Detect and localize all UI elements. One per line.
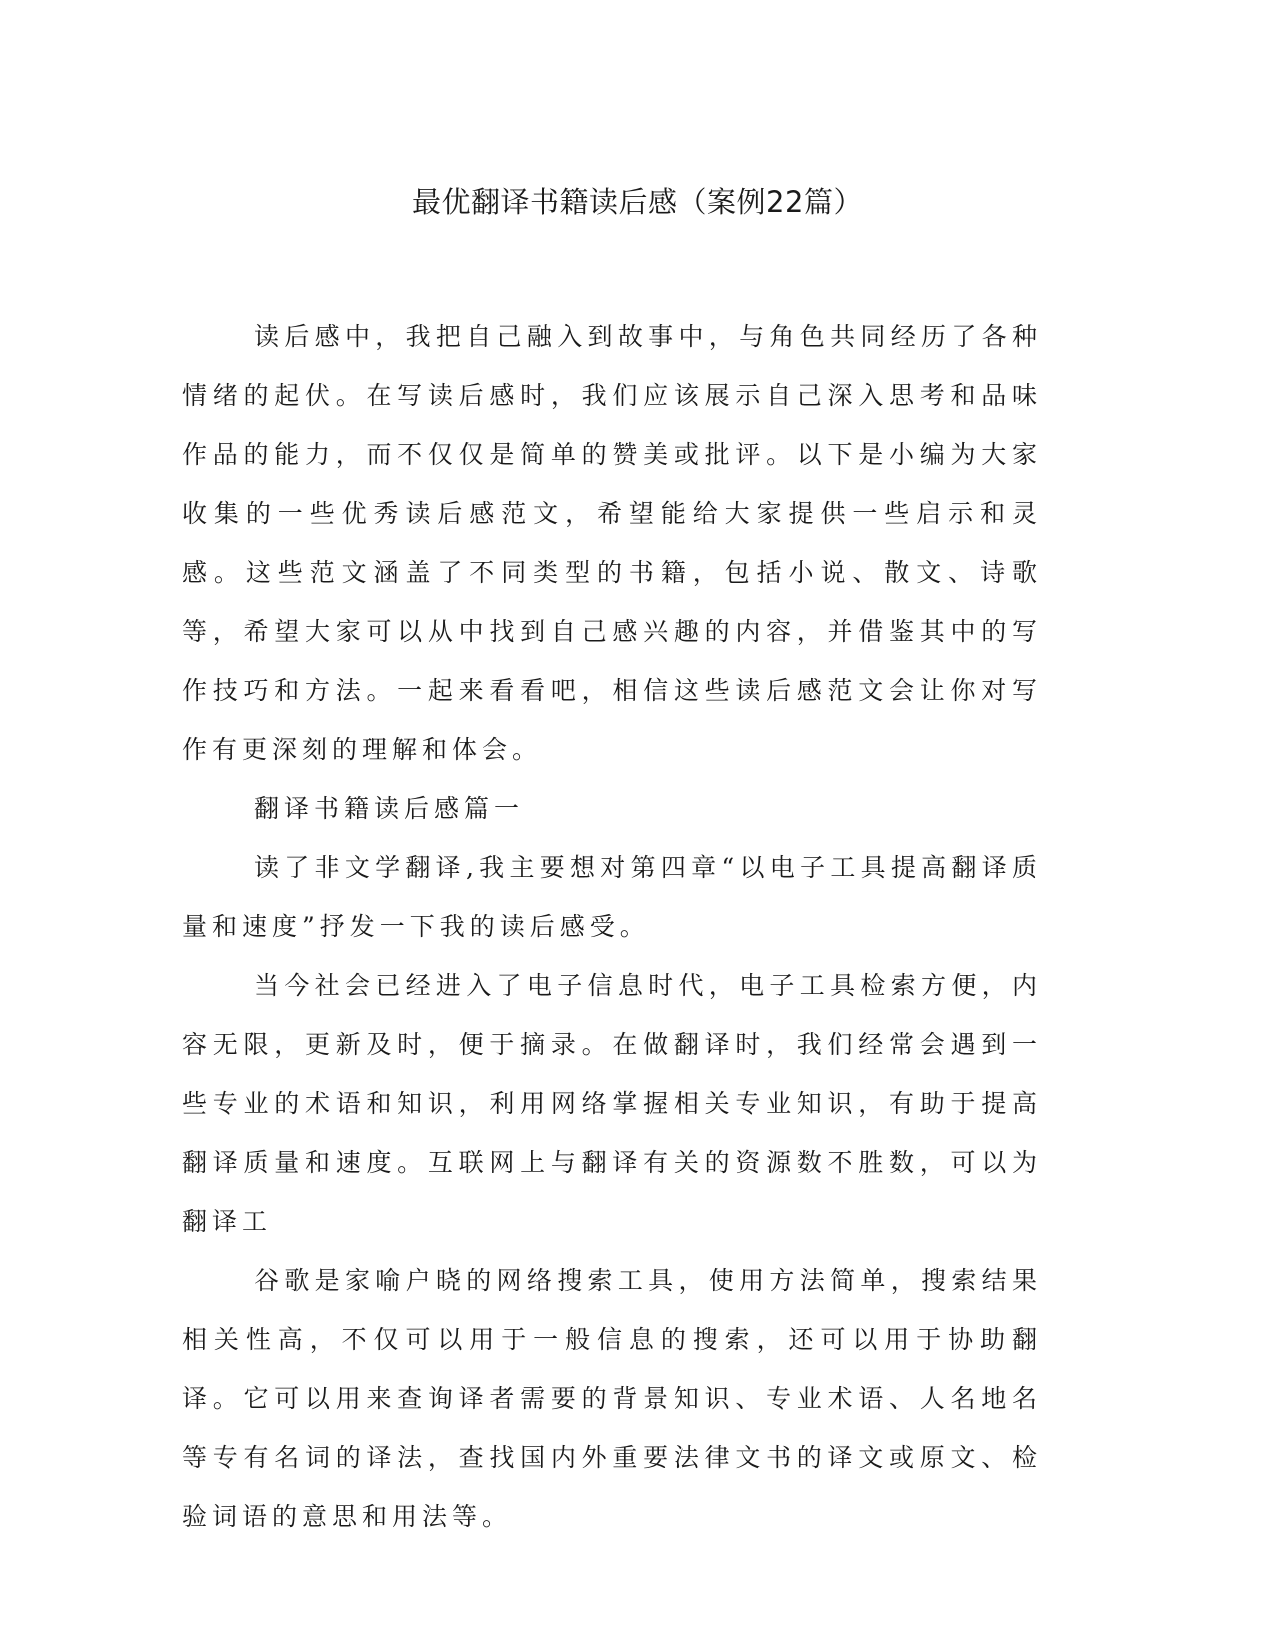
body-paragraph: 谷歌是家喻户晓的网络搜索工具，使用方法简单，搜索结果相关性高，不仅可以用于一般信息的搜索，还可以用于协助翻译。它可以用来查询译者需要的背景知识、专业术语、人名地名等专有名词的译法，查找国内外重要法律文书的译文或原文、检验词语的意思和用法等。 bbox=[182, 1266, 1042, 1531]
document-body bbox=[182, 307, 1042, 1546]
intro-paragraph: 读后感中，我把自己融入到故事中，与角色共同经历了各种情绪的起伏。在写读后感时，我们应该展示自己深入思考和品味作品的能力，而不仅仅是简单的赞美或批评。以下是小编为大家收集的一些优秀读后感范文，希望能给大家提供一些启示和灵感。这些范文涵盖了不同类型的书籍，包括小说、散文、诗歌等，希望大家可以从中找到自己感兴趣的内容，并借鉴其中的写作技巧和方法。一起来看看吧，相信这些读后感范文会让你对写作有更深刻的理解和体会。 bbox=[182, 322, 1042, 764]
document-title: 最优翻译书籍读后感（案例22篇） bbox=[412, 185, 863, 219]
body-paragraph: 当今社会已经进入了电子信息时代，电子工具检索方便，内容无限，更新及时，便于摘录。在做翻译时，我们经常会遇到一些专业的术语和知识，利用网络掌握相关专业知识，有助于提高翻译质量和速度。互联网上与翻译有关的资源数不胜数，可以为翻译工 bbox=[182, 971, 1042, 1236]
section-heading: 翻译书籍读后感篇一 bbox=[254, 794, 525, 823]
body-paragraph: 读了非文学翻译,我主要想对第四章“以电子工具提高翻译质量和速度”抒发一下我的读后感受。 bbox=[182, 853, 1042, 941]
